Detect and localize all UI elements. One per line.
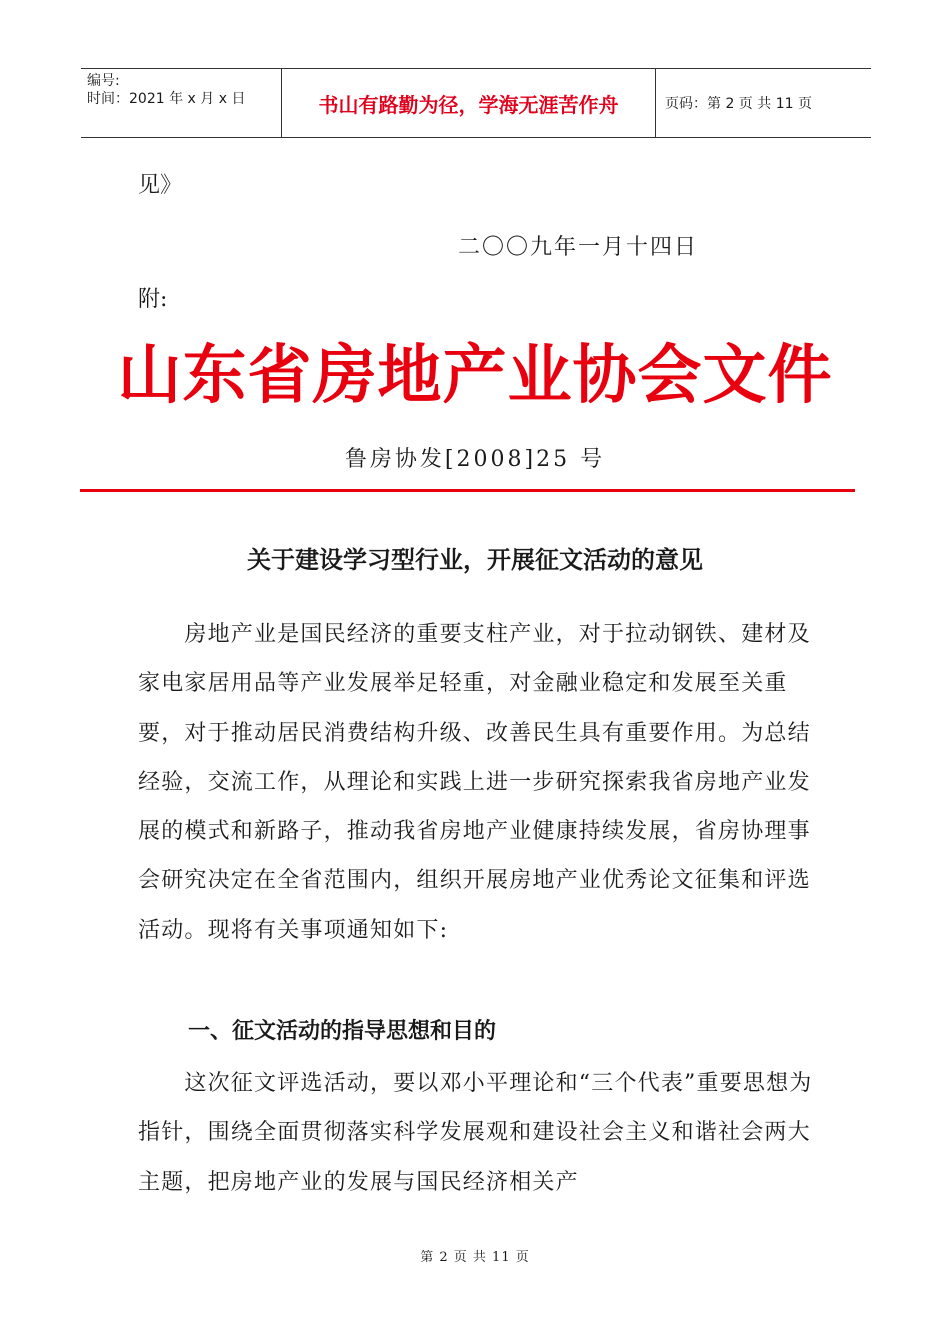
- organization-title: 山东省房地产业协会文件: [117, 339, 833, 413]
- header-meta-cell: [81, 69, 282, 137]
- header-table: [81, 68, 871, 138]
- attachment-label: 附:: [138, 287, 168, 312]
- section-heading-1: 一、征文活动的指导思想和目的: [188, 1019, 497, 1044]
- motto-text: 书山有路勤为径，学海无涯苦作舟: [318, 92, 619, 117]
- paragraph-guidance: [138, 1059, 814, 1207]
- page-footer: 第 2 页 共 11 页: [420, 1250, 530, 1265]
- notice-title: 关于建设学习型行业，开展征文活动的意见: [247, 546, 703, 574]
- time-label: 时间：2021 年 x 月 x 日: [87, 91, 246, 107]
- header-motto-cell: [282, 69, 656, 137]
- paragraph-intro-text: 房地产业是国民经济的重要支柱产业，对于拉动钢铁、建材及家电家居用品等产业发展举足轻重，对金融业稳定和发展至关重要，对于推动居民消费结构升级、改善民生具有重要作用。为总结经验，交流工作，从理论和实践上进一步研究探索我省房地产业发展的模式和新路子，推动我省房地产业健康持续发展，省房协理事会研究决定在全省范围内，组织开展房地产业优秀论文征集和评选活动。现将有关事项通知如下:: [138, 622, 811, 943]
- document-date: 二〇〇九年一月十四日: [458, 235, 699, 260]
- paragraph-intro: [138, 610, 814, 955]
- page-info: 页码：第 2 页 共 11 页: [665, 96, 812, 112]
- continuation-text: 见》: [138, 173, 183, 198]
- header-page-cell: [656, 69, 871, 137]
- paragraph-guidance-text: 这次征文评选活动，要以邓小平理论和“三个代表”重要思想为指针，围绕全面贯彻落实科学发展观和建设社会主义和谐社会两大主题，把房地产业的发展与国民经济相关产: [138, 1071, 813, 1195]
- number-label: 编号:: [87, 73, 120, 89]
- document-number: 鲁房协发[2008]25 号: [344, 447, 606, 472]
- red-divider: [80, 489, 855, 492]
